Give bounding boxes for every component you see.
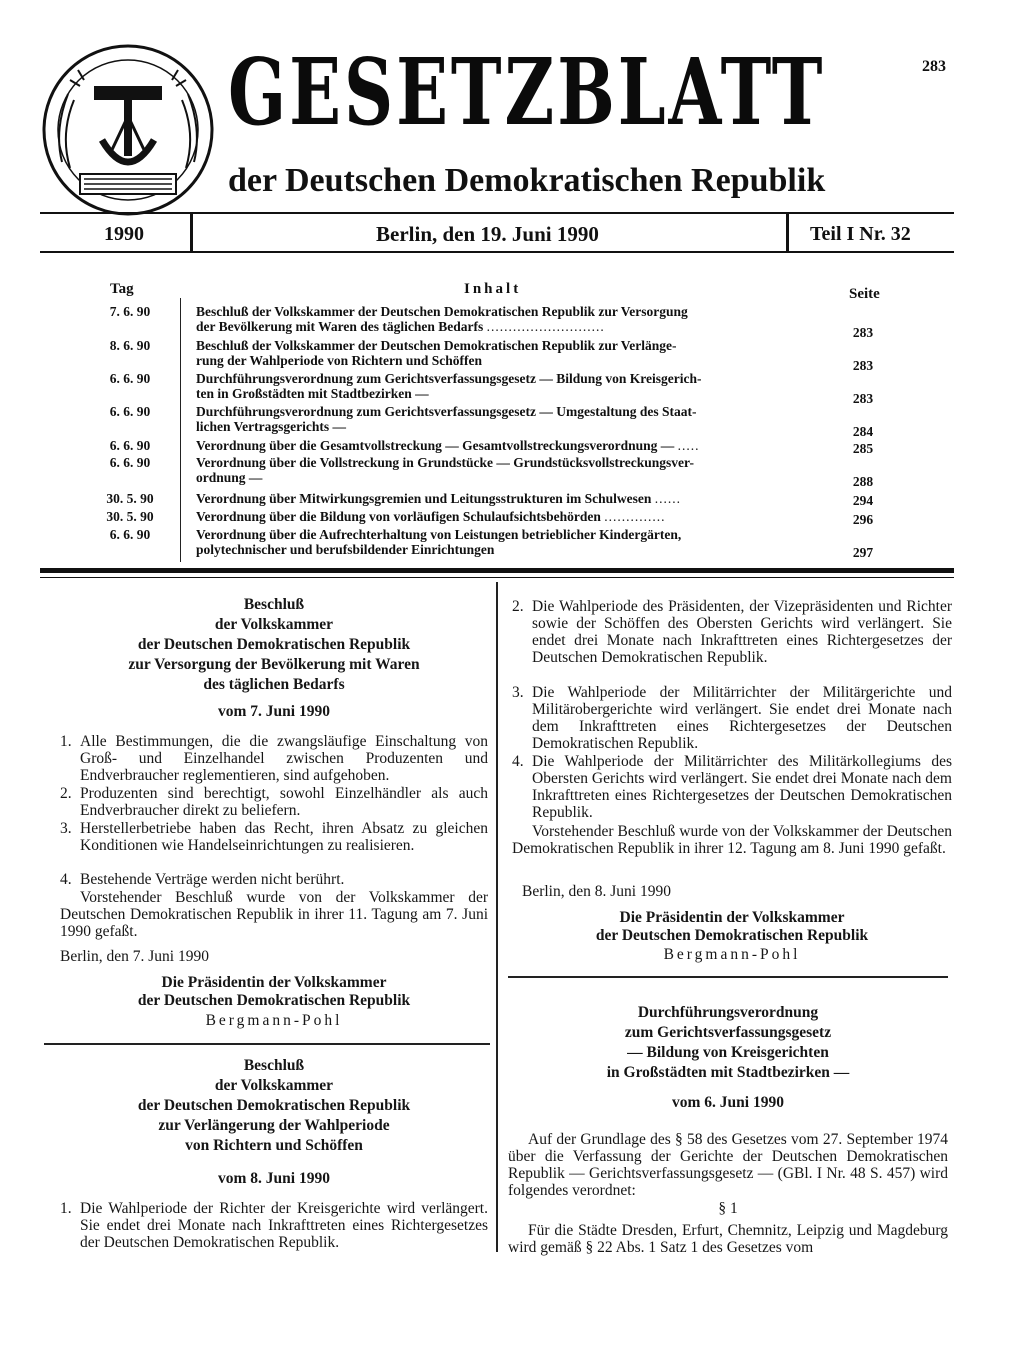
contents-entry	[90, 455, 890, 489]
contents-entry	[90, 338, 890, 373]
issue-part: Teil I Nr. 32	[810, 223, 911, 245]
contents-page-label: Seite	[849, 286, 880, 302]
contents-tag-label: Tag	[110, 281, 134, 297]
entry-page: 283	[852, 358, 874, 373]
article-term-extension-resolution: Beschluß der Volkskammer der Deutschen Demokratischen Republik zur Verlängerung der Wahlperiode von Richtern und Schöffen vom 8. Juni 1990 1. Die Wahlperiode der Richter der Kreisgerichte wird verlängert. Sie endet drei Monate nach Inkrafttreten eines Richtergesetzes der Deutschen Demokratischen Republik.	[60, 1057, 488, 1251]
section-paragraph: Für die Städte Dresden, Erfurt, Chemnitz, Leipzig und Magdeburg wird gemäß § 22 Abs. 1 Satz 1 des Gesetzes vom	[508, 1222, 948, 1256]
contents-rule-thick	[40, 568, 954, 573]
signature-block: Die Präsidentin der Volkskammer der Deutschen Demokratischen Republik	[137, 974, 411, 1009]
entry-date: 6. 6. 90	[109, 404, 151, 419]
entry-page: 283	[852, 325, 874, 340]
article-date: vom 7. Juni 1990	[218, 703, 330, 720]
issue-date: Berlin, den 19. Juni 1990	[376, 222, 599, 246]
page-number: 283	[922, 58, 946, 75]
signatory-name: Bergmann-Pohl	[205, 1012, 343, 1029]
closing-paragraph: Vorstehender Beschluß wurde von der Volkskammer der Deutschen Demokratischen Republik in ihrer 12. Tagung am 8. Juni 1990 gefaßt.	[512, 823, 952, 857]
entry-page: 284	[852, 424, 874, 439]
entry-page: 294	[852, 493, 874, 508]
entry-page: 283	[852, 391, 874, 406]
entry-page: 296	[852, 512, 874, 527]
infobar-divider-right	[786, 214, 789, 252]
article-heading: Beschluß der Volkskammer der Deutschen Demokratischen Republik zur Versorgung der Bevölkerung mit Waren des täglichen Bedarfs	[128, 596, 420, 693]
column-divider	[496, 582, 498, 1252]
article-date: vom 8. Juni 1990	[218, 1170, 330, 1187]
entry-title: Verordnung über die Bildung von vorläufigen Schulaufsichtsbehörden ..............	[196, 509, 666, 524]
hammer-compass-emblem-icon	[40, 42, 216, 218]
entry-title: Verordnung über die Aufrechterhaltung von Leistungen betrieblicher Kindergärten, polytechnischer und berufsbildender Einrichtungen	[196, 527, 682, 557]
entry-date: 8. 6. 90	[109, 338, 151, 353]
gazette-subtitle: der Deutschen Demokratischen Republik	[228, 162, 826, 199]
contents-entry	[90, 371, 890, 406]
entry-date: 6. 6. 90	[109, 455, 151, 470]
entry-title: Durchführungsverordnung zum Gerichtsverfassungsgesetz — Umgestaltung des Staat- lichen Vertragsgerichts —	[196, 404, 697, 434]
article-date: vom 6. Juni 1990	[672, 1094, 784, 1111]
article-court-ordinance	[508, 1003, 948, 1263]
header-rule-bottom	[40, 251, 954, 253]
entry-title: Verordnung über Mitwirkungsgremien und Leitungsstrukturen im Schulwesen ......	[196, 491, 681, 506]
article-separator	[44, 1043, 490, 1045]
entry-page: 288	[852, 474, 874, 489]
signature-block: Die Präsidentin der Volkskammer der Deutschen Demokratischen Republik	[595, 909, 869, 944]
article-heading: Durchführungsverordnung zum Gerichtsverfassungsgesetz — Bildung von Kreisgerichten in Großstädten mit Stadtbezirken —	[606, 1004, 850, 1081]
entry-page: 285	[852, 441, 874, 456]
state-emblem	[40, 42, 216, 218]
contents-rule-thin	[40, 577, 954, 578]
entry-date: 30. 5. 90	[106, 509, 154, 524]
issue-year: 1990	[104, 223, 144, 245]
entry-date: 7. 6. 90	[109, 304, 151, 319]
signatory-name: Bergmann-Pohl	[663, 946, 801, 963]
entry-title: Verordnung über die Vollstreckung in Grundstücke — Grundstücksvollstreckungsver- ordnung —	[196, 455, 694, 485]
entry-date: 6. 6. 90	[109, 527, 151, 542]
article-separator	[508, 976, 948, 978]
place-date: Berlin, den 8. Juni 1990	[522, 883, 671, 900]
contents-entry	[90, 404, 890, 439]
place-date: Berlin, den 7. Juni 1990	[60, 948, 209, 965]
contents-entry	[90, 527, 890, 560]
entry-page: 297	[852, 545, 874, 560]
closing-paragraph: Vorstehender Beschluß wurde von der Volkskammer der Deutschen Demokratischen Republik in ihrer 11. Tagung am 7. Juni 1990 gefaßt.	[60, 889, 488, 940]
entry-title: Beschluß der Volkskammer der Deutschen Demokratischen Republik zur Verlänge- rung der Wahlperiode von Richtern und Schöffen	[196, 338, 677, 368]
entry-date: 6. 6. 90	[109, 371, 151, 386]
article-supply-resolution: Beschluß der Volkskammer der Deutschen Demokratischen Republik zur Versorgung der Bevölkerung mit Waren des täglichen Bedarfs vom 7. Juni 1990 1. Alle Bestimmungen, die die zwangsläufige Einschaltung von Groß- und Einzelhandel zwischen Produzenten und Endverbraucher reglementieren, sind aufgehoben. 2. Produzenten sind berechtigt, sowohl Einzelhändler als auch Endverbraucher direkt zu beliefern. 3. Herstellerbetriebe haben das Recht, ihren Absatz zu gleichen Konditionen wie Handelseinrichtungen zu realisieren. 4. Bestehende Verträge werden nicht berührt. Vorstehender Beschluß wurde von der Volkskammer der Deutschen Demokratischen Republik in ihrer 11. Tagung am 7. Juni 1990 gefaßt. Berlin, den 7. Juni 1990 Die Präsidentin der Volkskammer der Deutschen Demokratischen Republik Bergmann-Pohl	[60, 596, 488, 1029]
article-term-extension-continued: 2. Die Wahlperiode des Präsidenten, der Vizepräsidenten und Richter sowie der Schöffen des Obersten Gerichts wird verlängert. Sie endet drei Monate nach Inkrafttreten eines Richtergesetzes der Deutschen Demokratischen Republik. 3. Die Wahlperiode der Militärrichter der Militärgerichte und Militärobergerichte wird verlängert. Sie endet drei Monate nach dem Inkrafttreten eines Richtergesetzes der Deutschen Demokratischen Republik. 4. Die Wahlperiode der Militärrichter des Militärkollegiums des Obersten Gerichts wird verlängert. Sie endet drei Monate nach dem Inkrafttreten eines Richtergesetzes der Deutschen Demokratischen Republik. Vorstehender Beschluß wurde von der Volkskammer der Deutschen Demokratischen Republik in ihrer 12. Tagung am 8. Juni 1990 gefaßt. Berlin, den 8. Juni 1990 Die Präsidentin der Volkskammer der Deutschen Demokratischen Republik Bergmann-Pohl	[512, 598, 952, 963]
contents-entry	[90, 304, 890, 340]
section-marker: § 1	[718, 1200, 738, 1217]
entry-title: Beschluß der Volkskammer der Deutschen Demokratischen Republik zur Versorgung der Bevölkerung mit Waren des täglichen Bedarfs ...........................	[196, 304, 688, 334]
header-rule-top	[40, 212, 954, 214]
entry-title: Verordnung über die Gesamtvollstreckung — Gesamtvollstreckungsverordnung — .....	[196, 438, 700, 453]
intro-paragraph: Auf der Grundlage des § 58 des Gesetzes vom 27. September 1974 über die Verfassung der Gerichte der Deutschen Demokratischen Republik — Gerichtsverfassungsgesetz — (GBl. I Nr. 48 S. 457) wird folgendes verordnet:	[508, 1131, 948, 1199]
gazette-title: GESETZBLATT	[228, 38, 826, 146]
article-heading: Beschluß der Volkskammer der Deutschen Demokratischen Republik zur Verlängerung der Wahlperiode von Richtern und Schöffen	[137, 1057, 411, 1154]
entry-title: Durchführungsverordnung zum Gerichtsverfassungsgesetz — Bildung von Kreisgerich- ten in Großstädten mit Stadtbezirken —	[196, 371, 702, 401]
infobar-divider-left	[190, 214, 193, 252]
entry-date: 6. 6. 90	[109, 438, 151, 453]
entry-date: 30. 5. 90	[106, 491, 154, 506]
contents-heading: Inhalt	[464, 281, 522, 297]
